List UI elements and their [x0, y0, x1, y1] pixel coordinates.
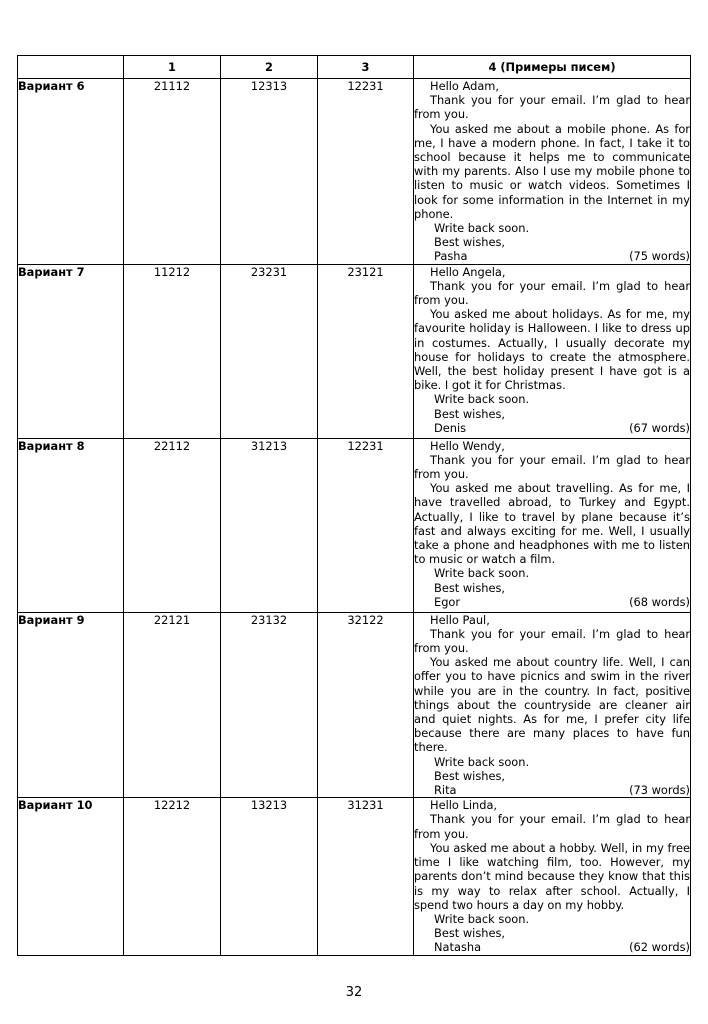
word-count: (67 words) [629, 420, 690, 435]
letter-greeting: Hello Linda, [430, 798, 498, 813]
letter-greeting: Hello Angela, [430, 264, 506, 279]
letter-paragraph: Thank you for your email. I’m glad to hear from you. [414, 812, 690, 841]
letter-sign-off: Best wishes, [434, 580, 506, 595]
variant-label: Вариант 8 [18, 438, 124, 612]
sample-letter [414, 79, 691, 265]
letter-paragraph: Thank you for your email. I’m glad to hear from you. [414, 93, 690, 122]
answer-code-3: 32122 [318, 612, 414, 798]
variant-label: Вариант 6 [18, 79, 124, 265]
sample-letter [414, 612, 691, 798]
header-cell-letters: 4 (Примеры писем) [414, 56, 691, 79]
variant-label: Вариант 9 [18, 612, 124, 798]
header-cell-blank [18, 56, 124, 79]
table-row [18, 612, 691, 798]
answer-code-2: 13213 [221, 798, 318, 955]
sample-letter [414, 798, 691, 955]
letter-sign-off: Best wishes, [434, 926, 506, 941]
letter-paragraph: You asked me about a mobile phone. As for me, I have a modern phone. In fact, I take it to school because it helps me to communicate with my parents. Also I use my mobile phone to listen to music or watch videos. Sometimes I look for some information in the Internet in my phone. [414, 121, 690, 221]
letter-paragraph: You asked me about travelling. As for me, I have travelled abroad, to Turkey and Egypt. Actually, I like to travel by plane because it’s fast and always exciting for me. Well, I usually take a phone and headphones with me to listen to music or watch a film. [414, 481, 690, 567]
letter-sign-off: Best wishes, [434, 768, 506, 783]
letter-closing: Write back soon. [434, 221, 530, 236]
letter-author: Natasha [434, 940, 482, 955]
variant-label: Вариант 10 [18, 798, 124, 955]
letter-signature [414, 249, 690, 263]
letter-paragraph: You asked me about country life. Well, I can offer you to have picnics and swim in the river while you are in the country. In fact, positive things about the countryside are cleaner air and quiet nights. As for me, I prefer city life because there are many places to have fun there. [414, 655, 690, 755]
answer-code-1: 11212 [124, 264, 221, 438]
letter-paragraph: Thank you for your email. I’m glad to hear from you. [414, 452, 690, 482]
answer-code-3: 12231 [318, 79, 414, 265]
table-row [18, 79, 691, 265]
header-cell-3: 3 [318, 56, 414, 79]
letter-greeting: Hello Adam, [430, 79, 500, 93]
letter-greeting: Hello Paul, [430, 612, 490, 627]
letter-paragraph: Thank you for your email. I’m glad to hear from you. [414, 626, 690, 656]
sample-letter [414, 438, 691, 612]
answer-code-1: 22121 [124, 612, 221, 798]
answer-code-3: 12231 [318, 438, 414, 612]
word-count: (75 words) [629, 249, 690, 264]
word-count: (68 words) [629, 594, 690, 609]
sample-letter [414, 264, 691, 438]
answer-code-2: 23231 [221, 264, 318, 438]
letter-author: Denis [434, 420, 467, 435]
letter-closing: Write back soon. [434, 392, 530, 407]
letter-sign-off: Best wishes, [434, 235, 506, 250]
letter-author: Egor [434, 594, 461, 609]
answer-code-3: 31231 [318, 798, 414, 955]
header-row [18, 56, 691, 79]
table-row [18, 264, 691, 438]
letter-closing: Write back soon. [434, 566, 530, 581]
answer-code-1: 12212 [124, 798, 221, 955]
answers-table [17, 55, 691, 956]
letter-signature [414, 940, 690, 954]
header-cell-1: 1 [124, 56, 221, 79]
letter-signature [414, 595, 690, 609]
letter-author: Rita [434, 783, 457, 798]
answer-code-1: 21112 [124, 79, 221, 265]
answer-code-2: 31213 [221, 438, 318, 612]
answer-code-2: 12313 [221, 79, 318, 265]
variant-label: Вариант 7 [18, 264, 124, 438]
letter-closing: Write back soon. [434, 754, 530, 769]
page-number: 32 [345, 985, 363, 1000]
answer-code-1: 22112 [124, 438, 221, 612]
letter-sign-off: Best wishes, [434, 406, 506, 421]
word-count: (73 words) [629, 783, 690, 798]
letter-greeting: Hello Wendy, [430, 438, 505, 453]
table-row [18, 438, 691, 612]
letter-author: Pasha [434, 249, 468, 264]
answer-code-2: 23132 [221, 612, 318, 798]
letter-paragraph: You asked me about a hobby. Well, in my free time I like watching film, too. However, my parents don’t mind because they know that this is my way to relax after school. Actually, I spend two hours a day on my hobby. [414, 840, 690, 912]
answer-code-3: 23121 [318, 264, 414, 438]
letter-signature [414, 421, 690, 435]
letter-signature [414, 783, 690, 797]
letter-paragraph: You asked me about holidays. As for me, my favourite holiday is Halloween. I like to dress up in costumes. Actually, I usually decorate my house for holidays to create the atmosphere. Well, the best holiday present I have got is a bike. I got it for Christmas. [414, 307, 690, 393]
word-count: (62 words) [629, 940, 690, 955]
table-row [18, 798, 691, 955]
header-cell-2: 2 [221, 56, 318, 79]
letter-paragraph: Thank you for your email. I’m glad to hear from you. [414, 278, 690, 308]
letter-closing: Write back soon. [434, 911, 530, 926]
